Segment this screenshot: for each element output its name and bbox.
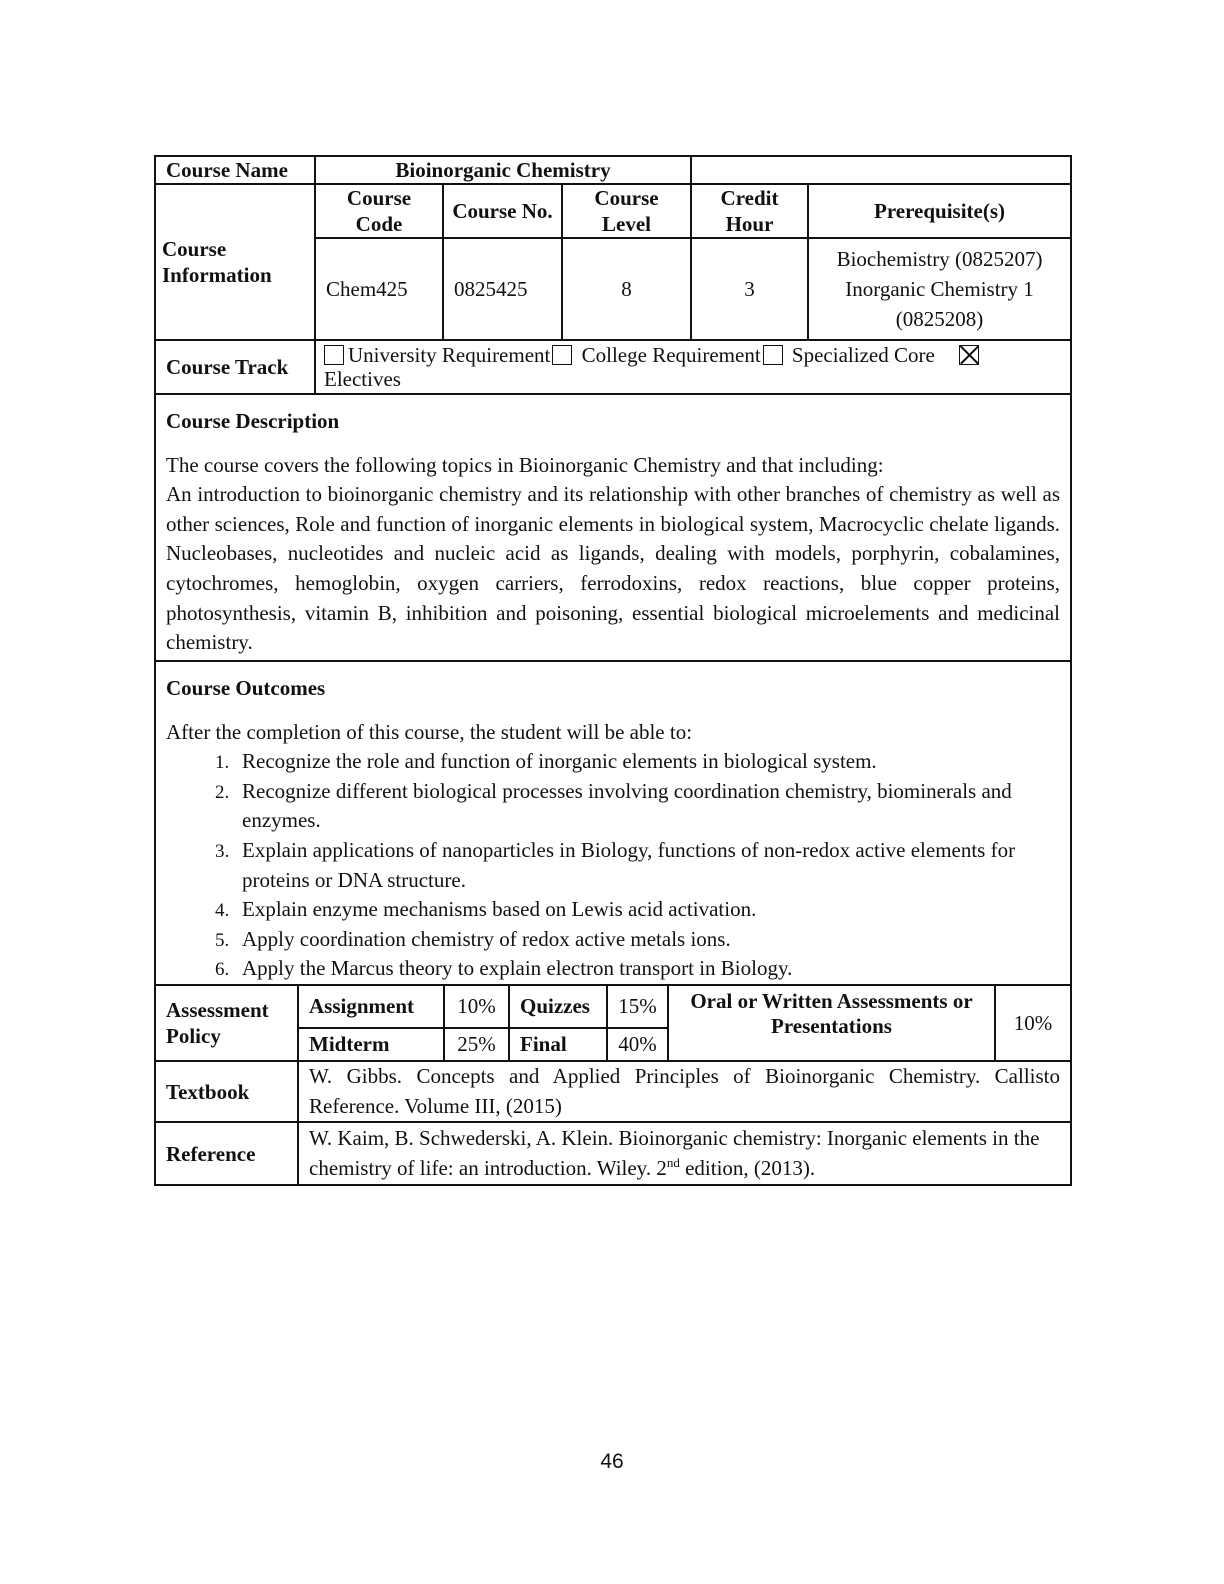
- course-description-intro: The course covers the following topics in Bioinorganic Chemistry and that including:: [166, 452, 884, 477]
- assignment-label: Assignment: [298, 985, 444, 1028]
- course-info-table: [154, 155, 1072, 986]
- textbook-label: Textbook: [155, 1061, 298, 1122]
- credit-hour-value: 3: [691, 238, 808, 340]
- reference-value: [298, 1122, 1071, 1185]
- final-value: 40%: [607, 1028, 668, 1061]
- college-requirement-checkbox[interactable]: [552, 345, 572, 365]
- electives-checkbox-checked[interactable]: [959, 345, 979, 365]
- outcome-item: 2. Recognize different biological processes involving coordination chemistry, biominerals and enzymes.: [234, 777, 1060, 836]
- reference-superscript: nd: [666, 1154, 680, 1170]
- course-code-header: Course Code: [315, 184, 443, 238]
- college-requirement-label: College Requirement: [581, 343, 761, 367]
- course-name-empty-cell: [691, 156, 1071, 184]
- midterm-value: 25%: [444, 1028, 509, 1061]
- outcome-item: 4. Explain enzyme mechanisms based on Lewis acid activation.: [234, 895, 1060, 925]
- course-name-label: Course Name: [155, 156, 315, 184]
- reference-text: W. Kaim, B. Schwederski, A. Klein. Bioinorganic chemistry: Inorganic elements in the chemistry of life: an introduction. Wiley. 2: [309, 1126, 1040, 1180]
- course-spec-table: [154, 155, 1070, 1186]
- university-requirement-label: University Requirement: [348, 343, 551, 367]
- assessment-policy-label: Assessment Policy: [155, 985, 298, 1061]
- course-level-header: Course Level: [562, 184, 691, 238]
- course-outcomes-title: Course Outcomes: [166, 676, 326, 700]
- course-description-section: [155, 394, 1071, 661]
- course-no-value: 0825425: [443, 238, 562, 340]
- credit-hour-header: Credit Hour: [691, 184, 808, 238]
- page-number: 46: [600, 1450, 624, 1473]
- prerequisite-item: Biochemistry (0825207): [836, 247, 1043, 271]
- prerequisites-value: [808, 238, 1071, 340]
- midterm-label: Midterm: [298, 1028, 444, 1061]
- oral-written-label: Oral or Written Assessments or Presentations: [668, 985, 995, 1061]
- course-description-title: Course Description: [166, 409, 340, 433]
- course-no-header: Course No.: [443, 184, 562, 238]
- course-track-label: Course Track: [155, 340, 315, 394]
- assignment-value: 10%: [444, 985, 509, 1028]
- course-information-label: Course Information: [155, 184, 315, 340]
- course-outcomes-intro: After the completion of this course, the student will be able to:: [166, 719, 693, 744]
- outcome-item: 5. Apply coordination chemistry of redox active metals ions.: [234, 925, 1060, 955]
- outcome-item: 6. Apply the Marcus theory to explain electron transport in Biology.: [234, 954, 1060, 984]
- course-code-value: Chem425: [315, 238, 443, 340]
- course-description-body: An introduction to bioinorganic chemistry and its relationship with other branches of chemistry as well as other sciences, Role and function of inorganic elements in biological system, Macrocyclic chelate ligands. Nucleobases, nucleotides and nucleic acid as ligands, dealing with models, porphyrin, cobalamines, cytochromes, hemoglobin, oxygen carriers, ferrodoxins, redox reactions, blue copper proteins, photosynthesis, vitamin B, inhibition and poisoning, essential biological microelements and medicinal chemistry.: [166, 482, 1061, 655]
- quizzes-label: Quizzes: [509, 985, 607, 1028]
- course-outcomes-list: [166, 747, 1060, 984]
- course-name-value: Bioinorganic Chemistry: [315, 156, 691, 184]
- university-requirement-checkbox[interactable]: [324, 345, 344, 365]
- course-track-options: [315, 340, 1071, 394]
- reference-text-end: edition, (2013).: [679, 1155, 816, 1180]
- reference-label: Reference: [155, 1122, 298, 1185]
- electives-label: Electives: [324, 367, 401, 391]
- outcome-item: 3. Explain applications of nanoparticles in Biology, functions of non-redox active elements for proteins or DNA structure.: [234, 836, 1060, 895]
- final-label: Final: [509, 1028, 607, 1061]
- textbook-value: W. Gibbs. Concepts and Applied Principles of Bioinorganic Chemistry. Callisto Reference. Volume III, (2015): [298, 1061, 1071, 1122]
- prerequisite-item: Inorganic Chemistry 1 (0825208): [845, 277, 1034, 331]
- specialized-core-label: Specialized Core: [791, 343, 935, 367]
- prerequisites-header: Prerequisite(s): [808, 184, 1071, 238]
- specialized-core-checkbox[interactable]: [763, 345, 783, 365]
- course-level-value: 8: [562, 238, 691, 340]
- course-outcomes-section: [155, 661, 1071, 985]
- outcome-item: 1. Recognize the role and function of inorganic elements in biological system.: [234, 747, 1060, 777]
- assessment-table: [154, 984, 1072, 1186]
- oral-written-value: 10%: [995, 985, 1071, 1061]
- quizzes-value: 15%: [607, 985, 668, 1028]
